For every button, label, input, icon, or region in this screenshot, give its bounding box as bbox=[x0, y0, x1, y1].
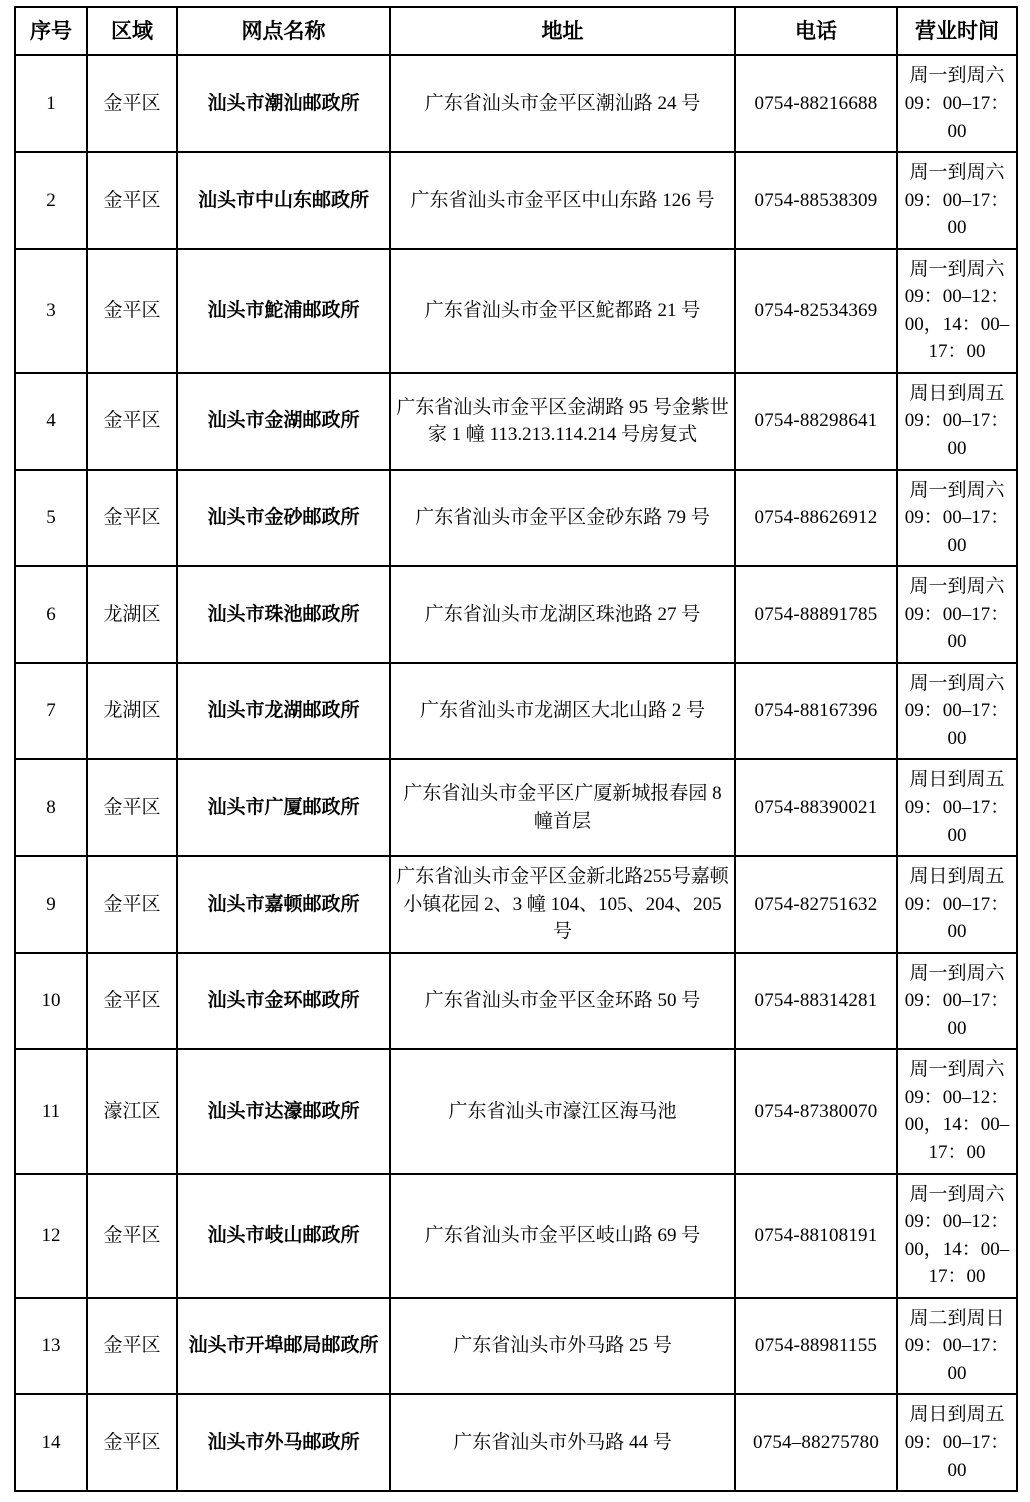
cell-index: 11 bbox=[15, 1049, 87, 1173]
cell-outlet-name: 汕头市岐山邮政所 bbox=[177, 1174, 390, 1298]
cell-outlet-name: 汕头市开埠邮局邮政所 bbox=[177, 1298, 390, 1395]
cell-index: 12 bbox=[15, 1174, 87, 1298]
cell-hours: 周一到周六 09：00–17：00 bbox=[897, 55, 1017, 152]
cell-outlet-name: 汕头市珠池邮政所 bbox=[177, 566, 390, 663]
postal-outlets-table bbox=[14, 6, 1018, 1492]
cell-outlet-name: 汕头市外马邮政所 bbox=[177, 1394, 390, 1491]
cell-hours: 周一到周六 09：00–17：00 bbox=[897, 663, 1017, 760]
cell-address: 广东省汕头市龙湖区珠池路 27 号 bbox=[390, 566, 735, 663]
cell-index: 5 bbox=[15, 470, 87, 567]
table-row bbox=[15, 1298, 1017, 1395]
cell-area: 濠江区 bbox=[87, 1049, 177, 1173]
cell-index: 2 bbox=[15, 152, 87, 249]
cell-outlet-name: 汕头市龙湖邮政所 bbox=[177, 663, 390, 760]
table-row bbox=[15, 470, 1017, 567]
cell-phone: 0754-88298641 bbox=[735, 373, 897, 470]
cell-outlet-name: 汕头市潮汕邮政所 bbox=[177, 55, 390, 152]
cell-index: 14 bbox=[15, 1394, 87, 1491]
cell-hours: 周一到周六 09：00–12：00，14：00–17：00 bbox=[897, 1049, 1017, 1173]
cell-phone: 0754-88981155 bbox=[735, 1298, 897, 1395]
table-row bbox=[15, 373, 1017, 470]
cell-area: 金平区 bbox=[87, 152, 177, 249]
cell-phone: 0754-82534369 bbox=[735, 249, 897, 373]
cell-address: 广东省汕头市濠江区海马池 bbox=[390, 1049, 735, 1173]
cell-phone: 0754-88108191 bbox=[735, 1174, 897, 1298]
cell-hours: 周一到周六 09：00–17：00 bbox=[897, 566, 1017, 663]
cell-index: 1 bbox=[15, 55, 87, 152]
table-row bbox=[15, 1049, 1017, 1173]
cell-address: 广东省汕头市金平区金环路 50 号 bbox=[390, 953, 735, 1050]
cell-phone: 0754-88891785 bbox=[735, 566, 897, 663]
cell-hours: 周一到周六 09：00–17：00 bbox=[897, 470, 1017, 567]
cell-area: 金平区 bbox=[87, 55, 177, 152]
cell-hours: 周日到周五 09：00–17：00 bbox=[897, 759, 1017, 856]
cell-outlet-name: 汕头市金砂邮政所 bbox=[177, 470, 390, 567]
cell-area: 金平区 bbox=[87, 249, 177, 373]
cell-index: 8 bbox=[15, 759, 87, 856]
cell-address: 广东省汕头市金平区潮汕路 24 号 bbox=[390, 55, 735, 152]
column-header-name: 网点名称 bbox=[177, 7, 390, 55]
cell-address: 广东省汕头市金平区中山东路 126 号 bbox=[390, 152, 735, 249]
cell-hours: 周一到周六 09：00–17：00 bbox=[897, 152, 1017, 249]
cell-outlet-name: 汕头市嘉顿邮政所 bbox=[177, 856, 390, 953]
cell-hours: 周一到周六 09：00–12：00，14：00–17：00 bbox=[897, 249, 1017, 373]
table-row bbox=[15, 249, 1017, 373]
column-header-index: 序号 bbox=[15, 7, 87, 55]
cell-index: 3 bbox=[15, 249, 87, 373]
column-header-address: 地址 bbox=[390, 7, 735, 55]
cell-outlet-name: 汕头市广厦邮政所 bbox=[177, 759, 390, 856]
table-row bbox=[15, 566, 1017, 663]
cell-phone: 0754-87380070 bbox=[735, 1049, 897, 1173]
table-row bbox=[15, 856, 1017, 953]
cell-address: 广东省汕头市龙湖区大北山路 2 号 bbox=[390, 663, 735, 760]
table-row bbox=[15, 55, 1017, 152]
cell-phone: 0754-88390021 bbox=[735, 759, 897, 856]
cell-hours: 周日到周五 09：00–17：00 bbox=[897, 373, 1017, 470]
cell-area: 金平区 bbox=[87, 953, 177, 1050]
cell-outlet-name: 汕头市达濠邮政所 bbox=[177, 1049, 390, 1173]
table-row bbox=[15, 663, 1017, 760]
cell-hours: 周日到周五 09：00–17：00 bbox=[897, 856, 1017, 953]
cell-address: 广东省汕头市金平区金砂东路 79 号 bbox=[390, 470, 735, 567]
cell-index: 13 bbox=[15, 1298, 87, 1395]
cell-index: 10 bbox=[15, 953, 87, 1050]
cell-hours: 周一到周六 09：00–17：00 bbox=[897, 953, 1017, 1050]
table-row bbox=[15, 953, 1017, 1050]
cell-phone: 0754–88275780 bbox=[735, 1394, 897, 1491]
cell-hours: 周一到周六 09：00–12：00，14：00–17：00 bbox=[897, 1174, 1017, 1298]
cell-address: 广东省汕头市金平区广厦新城报春园 8 幢首层 bbox=[390, 759, 735, 856]
table-header bbox=[15, 7, 1017, 55]
cell-address: 广东省汕头市金平区鮀都路 21 号 bbox=[390, 249, 735, 373]
table-row bbox=[15, 1174, 1017, 1298]
column-header-hours: 营业时间 bbox=[897, 7, 1017, 55]
cell-area: 龙湖区 bbox=[87, 663, 177, 760]
cell-area: 龙湖区 bbox=[87, 566, 177, 663]
cell-index: 6 bbox=[15, 566, 87, 663]
table-row bbox=[15, 1394, 1017, 1491]
cell-area: 金平区 bbox=[87, 1174, 177, 1298]
cell-address: 广东省汕头市金平区金新北路255号嘉顿小镇花园 2、3 幢 104、105、204、205 号 bbox=[390, 856, 735, 953]
cell-phone: 0754-82751632 bbox=[735, 856, 897, 953]
cell-outlet-name: 汕头市鮀浦邮政所 bbox=[177, 249, 390, 373]
cell-index: 9 bbox=[15, 856, 87, 953]
cell-outlet-name: 汕头市金湖邮政所 bbox=[177, 373, 390, 470]
cell-hours: 周日到周五 09：00–17：00 bbox=[897, 1394, 1017, 1491]
cell-address: 广东省汕头市金平区金湖路 95 号金紫世家 1 幢 113.213.114.214 号房复式 bbox=[390, 373, 735, 470]
column-header-phone: 电话 bbox=[735, 7, 897, 55]
cell-hours: 周二到周日 09：00–17：00 bbox=[897, 1298, 1017, 1395]
cell-area: 金平区 bbox=[87, 759, 177, 856]
table-header-row bbox=[15, 7, 1017, 55]
cell-phone: 0754-88314281 bbox=[735, 953, 897, 1050]
table-row bbox=[15, 759, 1017, 856]
table-body bbox=[15, 55, 1017, 1491]
cell-address: 广东省汕头市金平区岐山路 69 号 bbox=[390, 1174, 735, 1298]
cell-index: 4 bbox=[15, 373, 87, 470]
cell-area: 金平区 bbox=[87, 1394, 177, 1491]
cell-phone: 0754-88626912 bbox=[735, 470, 897, 567]
cell-index: 7 bbox=[15, 663, 87, 760]
cell-area: 金平区 bbox=[87, 373, 177, 470]
cell-phone: 0754-88167396 bbox=[735, 663, 897, 760]
table-row bbox=[15, 152, 1017, 249]
cell-phone: 0754-88538309 bbox=[735, 152, 897, 249]
cell-area: 金平区 bbox=[87, 470, 177, 567]
cell-area: 金平区 bbox=[87, 856, 177, 953]
cell-outlet-name: 汕头市中山东邮政所 bbox=[177, 152, 390, 249]
cell-phone: 0754-88216688 bbox=[735, 55, 897, 152]
cell-address: 广东省汕头市外马路 44 号 bbox=[390, 1394, 735, 1491]
cell-address: 广东省汕头市外马路 25 号 bbox=[390, 1298, 735, 1395]
cell-outlet-name: 汕头市金环邮政所 bbox=[177, 953, 390, 1050]
column-header-area: 区域 bbox=[87, 7, 177, 55]
cell-area: 金平区 bbox=[87, 1298, 177, 1395]
